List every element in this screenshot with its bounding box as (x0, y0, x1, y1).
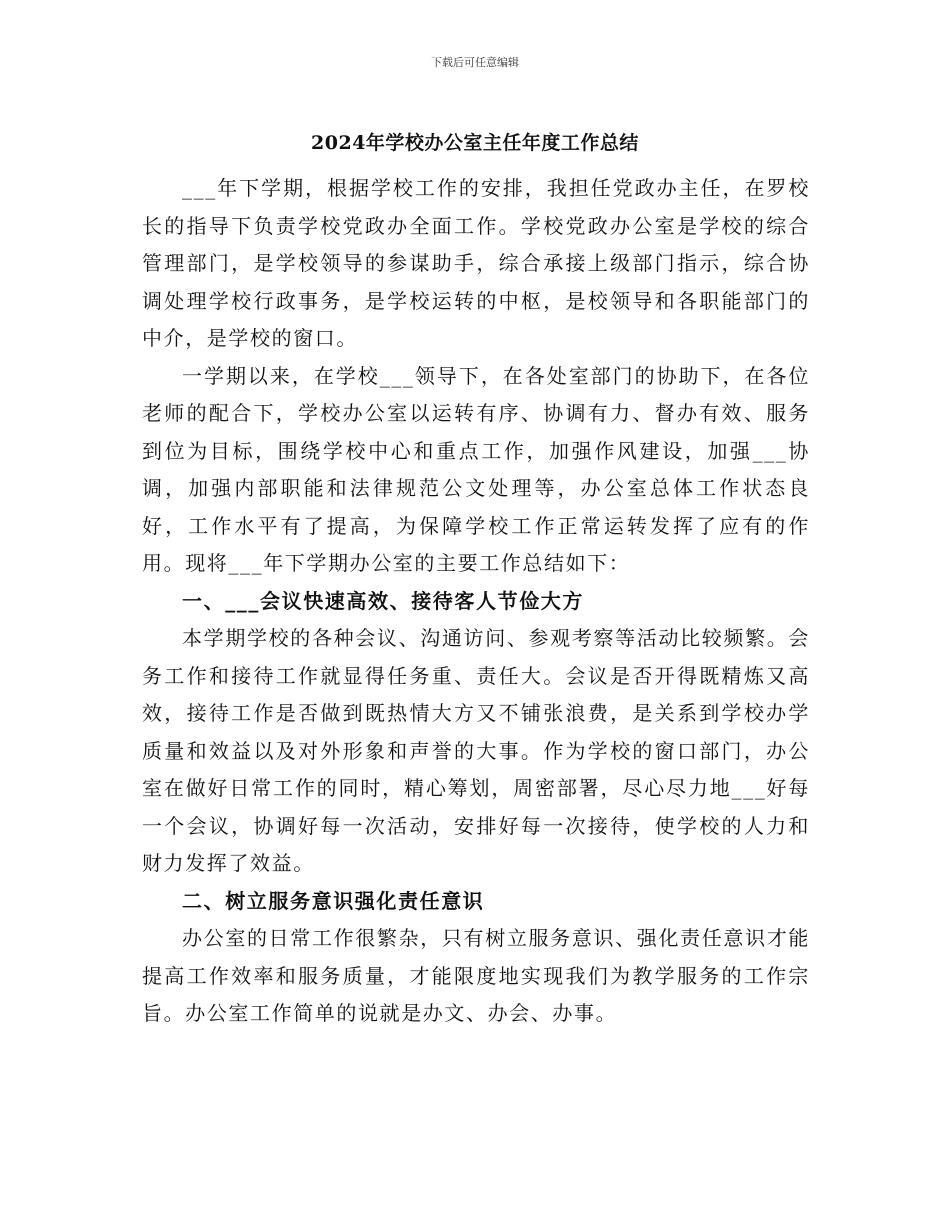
intro-paragraph-1: ___年下学期，根据学校工作的安排，我担任党政办主任，在罗校长的指导下负责学校党政办全面工作。学校党政办公室是学校的综合管理部门，是学校领导的参谋助手，综合承接上级部门指示，综合协调处理学校行政事务，是学校运转的中枢，是校领导和各职能部门的中介，是学校的窗口。 (142, 176, 810, 350)
section-1-paragraph: 本学期学校的各种会议、沟通访问、参观考察等活动比较频繁。会务工作和接待工作就显得任务重、责任大。会议是否开得既精炼又高效，接待工作是否做到既热情大方又不铺张浪费，是关系到学校办学质量和效益以及对外形象和声誉的大事。作为学校的窗口部门，办公室在做好日常工作的同时，精心筹划，周密部署，尽心尽力地___好每一个会议，协调好每一次活动，安排好每一次接待，使学校的人力和财力发挥了效益。 (142, 626, 810, 875)
section-2-paragraph: 办公室的日常工作很繁杂，只有树立服务意识、强化责任意识才能提高工作效率和服务质量，才能限度地实现我们为教学服务的工作宗旨。办公室工作简单的说就是办文、办会、办事。 (142, 926, 810, 1025)
document-body (142, 170, 810, 1033)
document-title: 2024年学校办公室主任年度工作总结 (311, 132, 639, 154)
section-1-heading: 一、___会议快速高效、接待客人节俭大方 (182, 588, 584, 613)
header-note: 下载后可任意编辑 (431, 56, 519, 69)
section-2-heading: 二、树立服务意识强化责任意识 (182, 888, 485, 913)
intro-paragraph-2: 一学期以来，在学校___领导下，在各处室部门的协助下，在各位老师的配合下，学校办公室以运转有序、协调有力、督办有效、服务到位为目标，围绕学校中心和重点工作，加强作风建设，加强___协调，加强内部职能和法律规范公文处理等，办公室总体工作状态良好，工作水平有了提高，为保障学校工作正常运转发挥了应有的作用。现将___年下学期办公室的主要工作总结如下： (142, 363, 810, 575)
